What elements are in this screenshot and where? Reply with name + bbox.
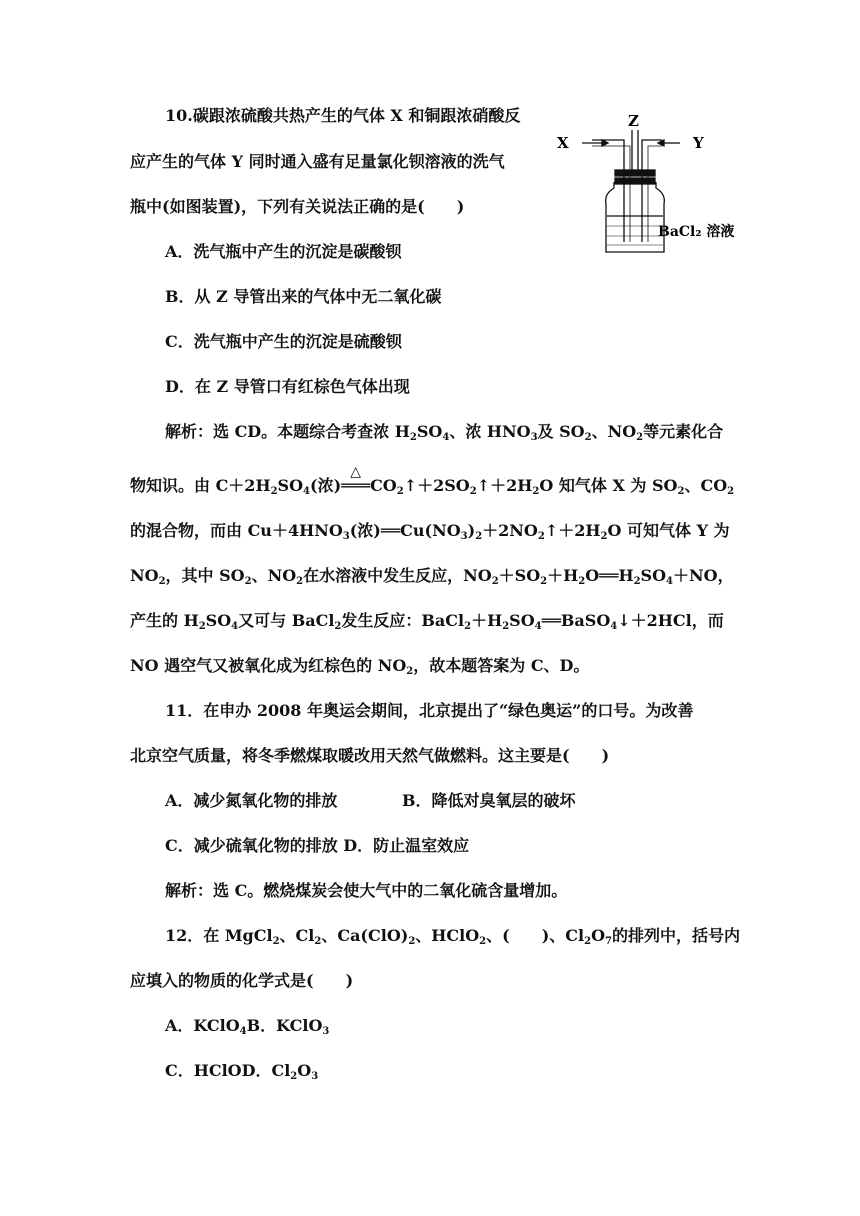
q12-options-cd: C．HClOD．$Cl_2O_3$ <box>165 1061 319 1082</box>
q10-option-c: C．洗气瓶中产生的沉淀是硫酸钡 <box>165 332 402 351</box>
q10-analysis-line-1: 解析：选 CD。本题综合考查浓 $H_2SO_4$、浓 $HNO_3$及 $SO_2$、$NO_2$等元素化合 <box>165 422 724 443</box>
q10-analysis-line-5: 产生的 $H_2SO_4$又可与 BaCl$_2$发生反应：$BaCl_2+H_2SO_4══BaSO_4↓+2HCl$，而 <box>130 611 724 632</box>
q10-stem-line-2: 应产生的气体 Y 同时通入盛有足量氯化钡溶液的洗气 <box>130 152 505 171</box>
figure-label-z: Z <box>628 112 639 130</box>
q10-analysis-line-4: $NO_2$，其中 $SO_2$、$NO_2$在水溶液中发生反应，$NO_2+SO_2+H_2O══H_2SO_4+NO$， <box>130 566 734 587</box>
gas-washing-bottle-diagram <box>552 112 752 262</box>
q11-stem-line-2: 北京空气质量，将冬季燃煤取暖改用天然气做燃料。这主要是( ) <box>130 746 610 765</box>
q10-analysis-line-6: NO 遇空气又被氧化成为红棕色的 $NO_2$，故本题答案为 C、D。 <box>130 656 590 677</box>
figure-label-x: X <box>557 134 569 152</box>
heating-condition-sign: △ ═══ <box>341 464 371 495</box>
q11-option-a: A．减少氮氧化物的排放 <box>165 791 338 810</box>
q10-stem-line-1: 10.碳跟浓硫酸共热产生的气体 X 和铜跟浓硝酸反 <box>165 106 521 125</box>
q11-option-b: B．降低对臭氧层的破坏 <box>402 791 576 810</box>
q10-stem-line-3: 瓶中(如图装置)，下列有关说法正确的是( ) <box>130 197 465 216</box>
q10-analysis-line-2: 物知识。由 $C+2H_2SO_4$(浓) △ $═══CO_2↑+2SO_2↑+2H_2O$ 知气体 X 为 $SO_2$、$CO_2$ <box>130 464 735 497</box>
q11-option-cd: C．减少硫氧化物的排放 D．防止温室效应 <box>165 836 470 855</box>
q12-stem-line-2: 应填入的物质的化学式是( ) <box>130 971 354 990</box>
q10-option-d: D．在 Z 导管口有红棕色气体出现 <box>165 377 410 396</box>
q10-analysis-line-3: 的混合物，而由 $Cu+4HNO_3$(浓)$══Cu(NO_3)_2+2NO_2↑+2H_2O$ 可知气体 Y 为 <box>130 521 730 542</box>
q11-stem-line-1: 11．在申办 2008 年奥运会期间，北京提出了“绿色奥运”的口号。为改善 <box>165 701 694 720</box>
q12-stem-line-1: 12．在 MgCl$_2$、$Cl_2$、$Ca(ClO)_2$、HClO$_2$、( )、$Cl_2O_7$的排列中，括号内 <box>165 926 740 947</box>
q11-analysis: 解析：选 C。燃烧煤炭会使大气中的二氧化硫含量增加。 <box>165 881 568 900</box>
q10-option-a: A．洗气瓶中产生的沉淀是碳酸钡 <box>165 242 402 261</box>
figure-solution-label: BaCl₂ 溶液 <box>658 224 735 240</box>
figure-label-y: Y <box>693 134 704 152</box>
q12-options-ab: A．KClO$_4$B．KClO$_3$ <box>165 1016 330 1037</box>
q10-option-b: B．从 Z 导管出来的气体中无二氧化碳 <box>165 287 442 306</box>
